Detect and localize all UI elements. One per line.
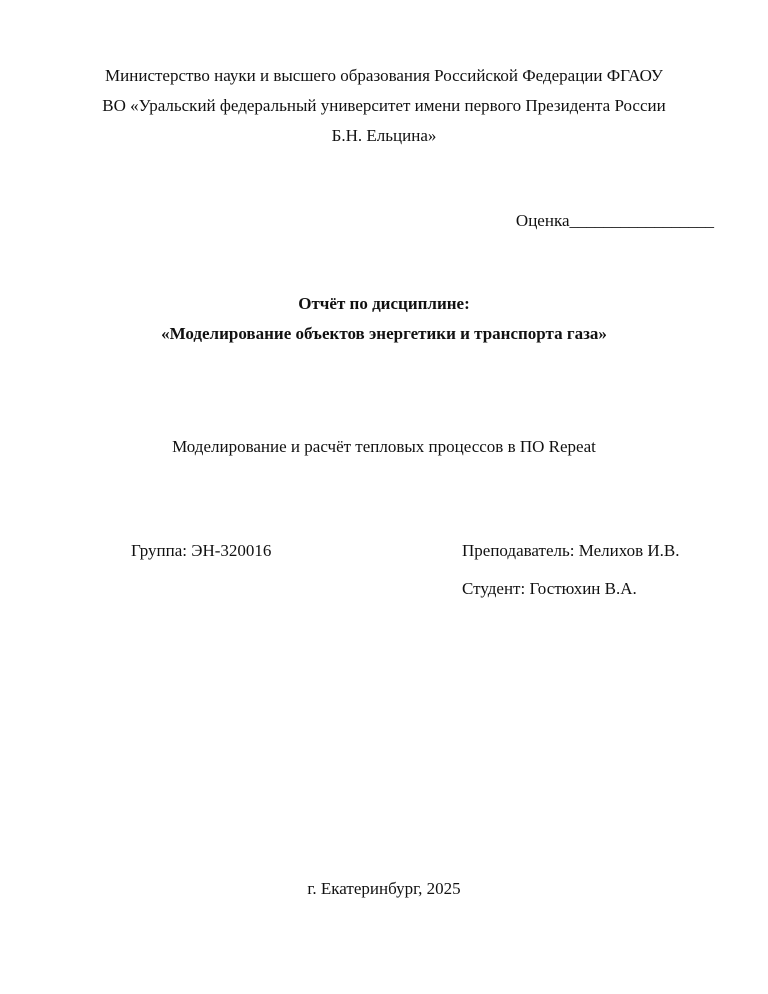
ministry-line-3: Б.Н. Ельцина» xyxy=(331,126,437,145)
teacher-label: Преподаватель: Мелихов И.В. xyxy=(462,541,680,560)
report-topic: Моделирование и расчёт тепловых процессов в ПО Repeat xyxy=(172,437,596,456)
group-label: Группа: ЭН-320016 xyxy=(131,541,272,560)
city-year: г. Екатеринбург, 2025 xyxy=(307,879,461,898)
student-label: Студент: Гостюхин В.А. xyxy=(462,579,637,598)
report-title: Отчёт по дисциплине: xyxy=(298,294,470,313)
ministry-line-1: Министерство науки и высшего образования Российской Федерации ФГАОУ xyxy=(105,66,663,85)
grade-field: Оценка_________________ xyxy=(515,211,714,230)
ministry-line-2: ВО «Уральский федеральный университет имени первого Президента России xyxy=(102,96,666,115)
discipline-name: «Моделирование объектов энергетики и транспорта газа» xyxy=(161,324,607,343)
